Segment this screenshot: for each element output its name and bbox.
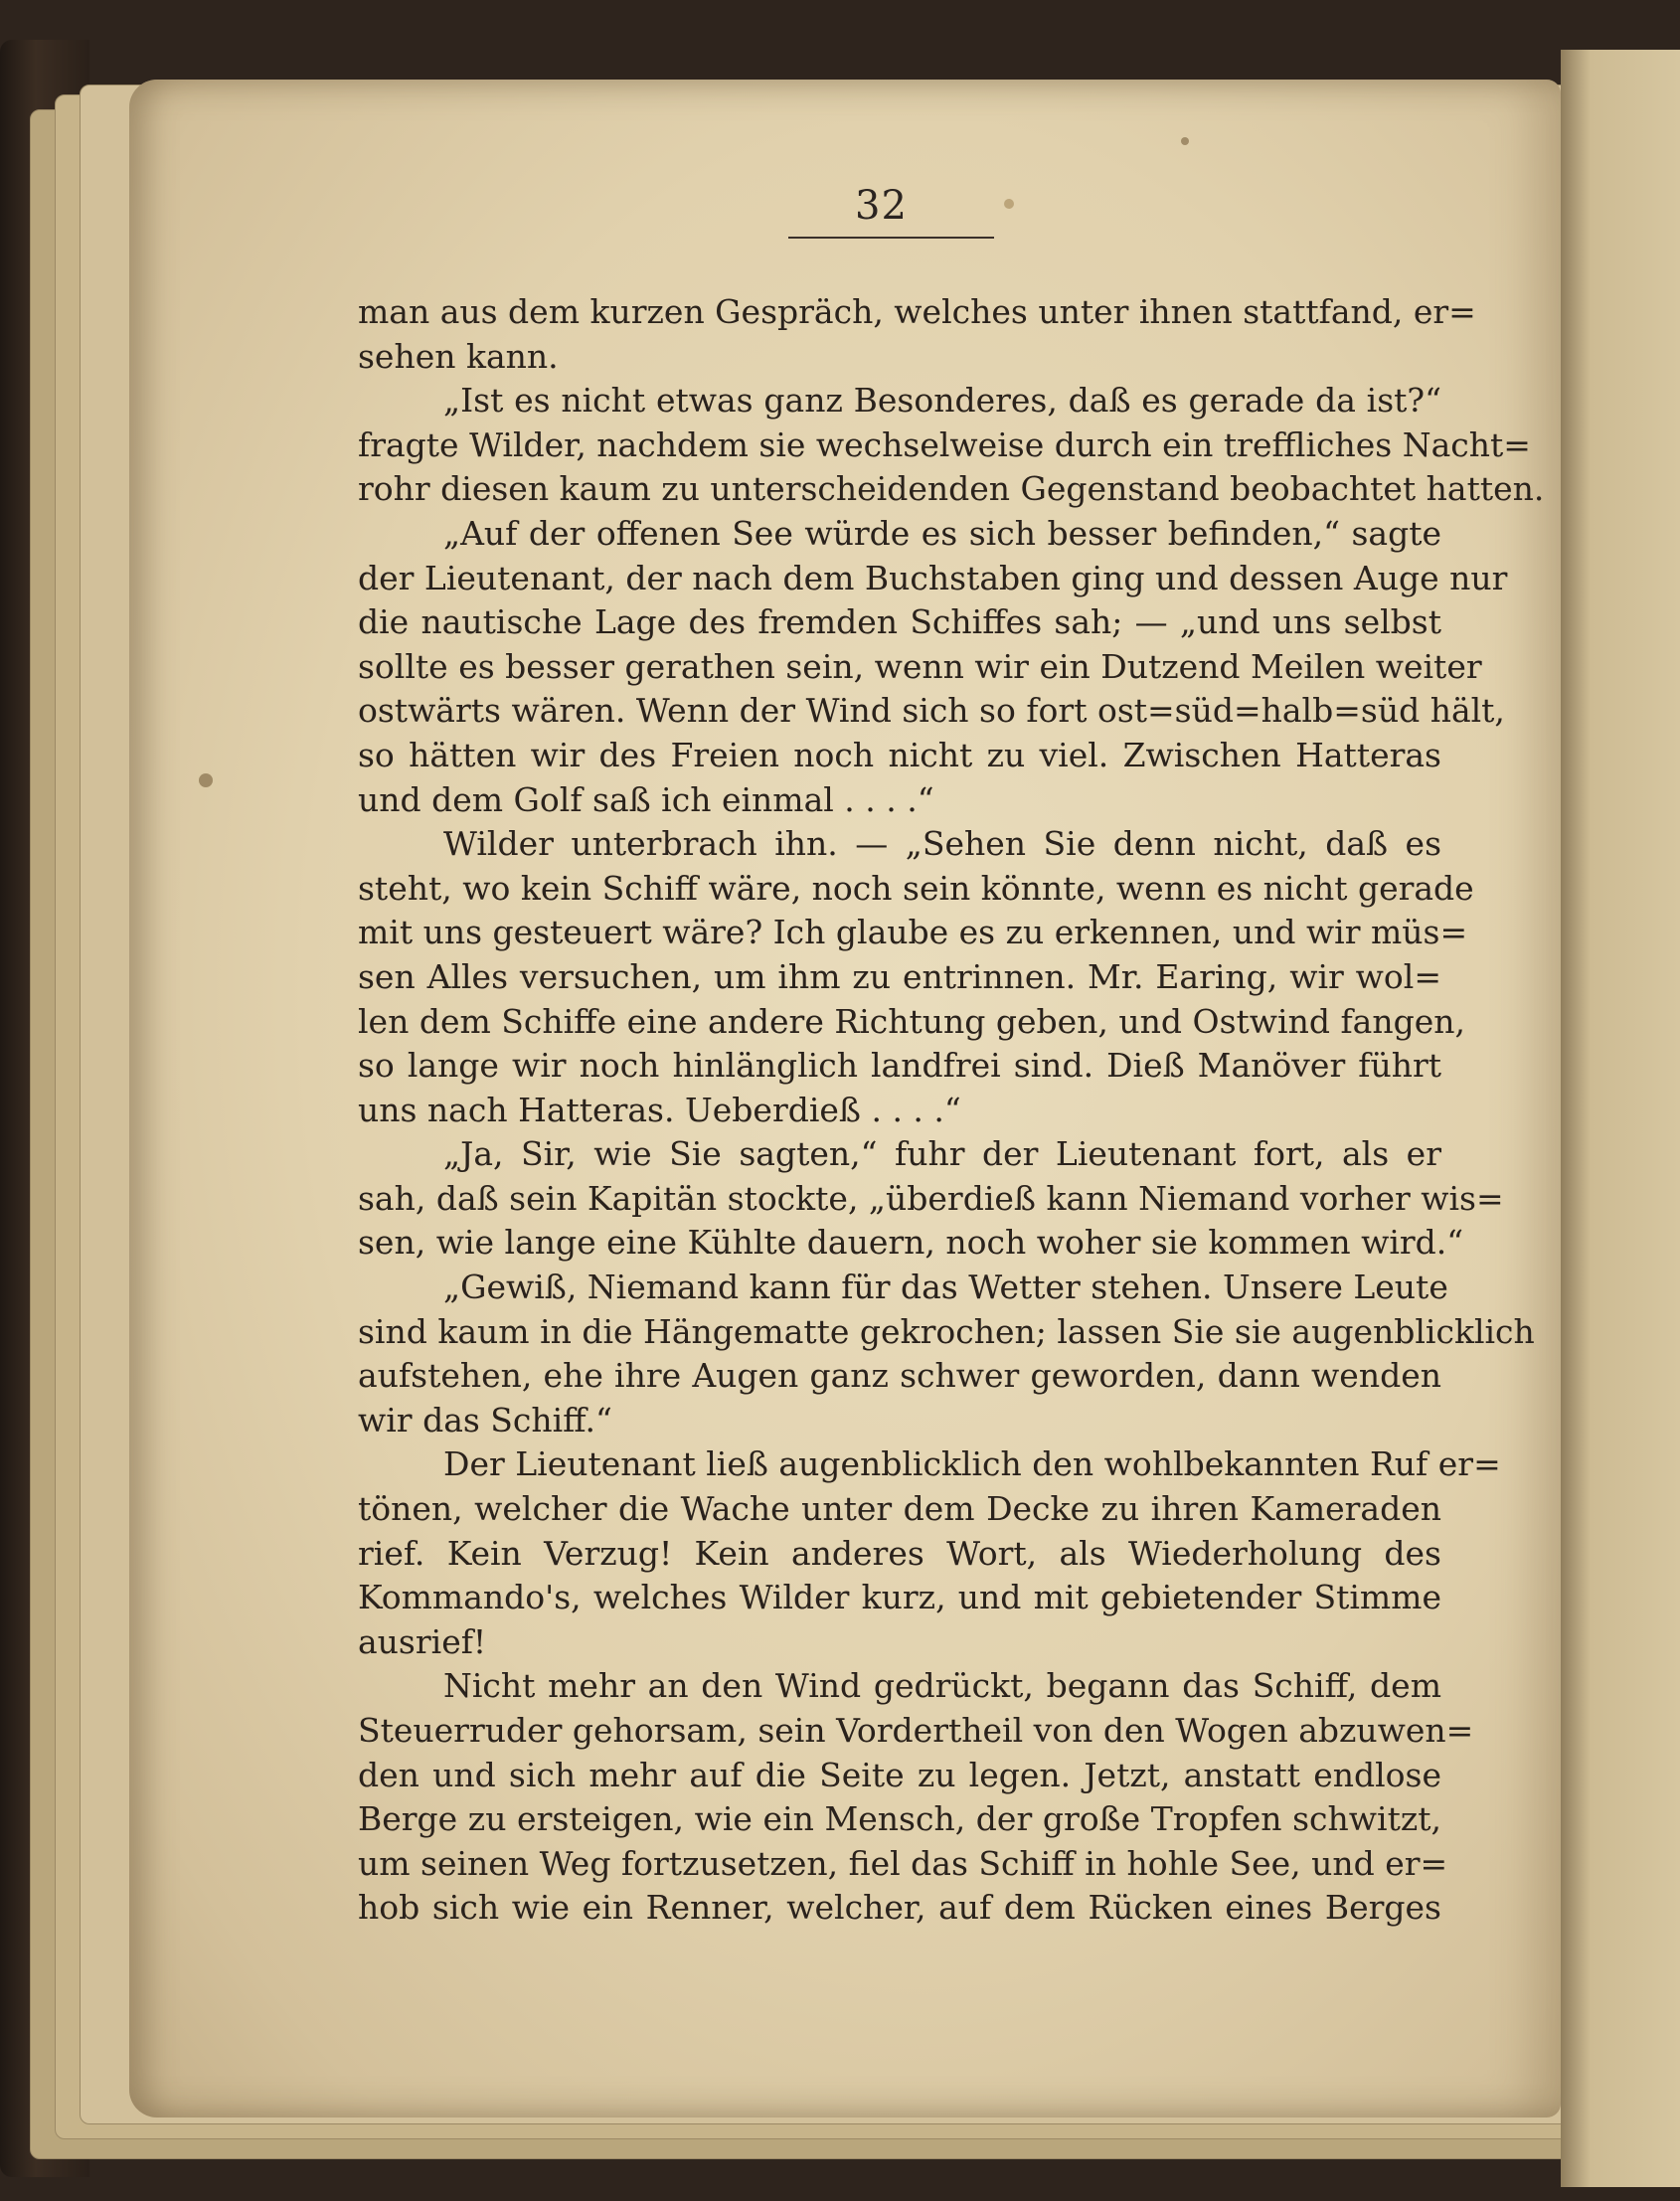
text-line: wir das Schiff.“ [358,1400,612,1439]
text-line: Steuerruder gehorsam, sein Vordertheil von den Wogen abzuwen= [358,1711,1474,1750]
body-text [358,290,1545,1931]
text-line: „Ist es nicht etwas ganz Besonderes, daß es gerade da ist?“ [443,381,1441,421]
page-number: 32 [855,183,908,229]
text-line: Kommando's, welches Wilder kurz, und mit gebietender Stimme [358,1578,1441,1617]
text-line: rief. Kein Verzug! Kein anderes Wort, als Wiederholung des [358,1533,1441,1573]
text-line: Berge zu ersteigen, wie ein Mensch, der große Tropfen schwitzt, [358,1799,1441,1839]
text-line: sind kaum in die Hängematte gekrochen; lassen Sie sie augenblicklich [358,1311,1535,1351]
text-line: Wilder unterbrach ihn. — „Sehen Sie denn nicht, daß es [443,824,1441,864]
text-line: Der Lieutenant ließ augenblicklich den wohlbekannten Ruf er= [443,1444,1501,1484]
text-line: mit uns gesteuert wäre? Ich glaube es zu erkennen, und wir müs= [358,913,1468,952]
text-line: rohr diesen kaum zu unterscheidenden Gegenstand beobachtet hatten. [358,469,1545,509]
text-line: so lange wir noch hinlänglich landfrei sind. Dieß Manöver führt [358,1046,1441,1086]
text-line: uns nach Hatteras. Ueberdieß . . . .“ [358,1090,961,1129]
text-line: und dem Golf saß ich einmal . . . .“ [358,779,934,819]
text-line: um seinen Weg fortzusetzen, fiel das Schiff in hohle See, und er= [358,1843,1448,1883]
ink-spot [1004,199,1014,209]
text-line: sah, daß sein Kapitän stockte, „überdieß kann Niemand vorher wis= [358,1178,1504,1218]
ink-spot [199,773,213,787]
ink-spot [1181,137,1189,145]
text-line: „Gewiß, Niemand kann für das Wetter stehen. Unsere Leute [443,1268,1448,1307]
text-line: tönen, welcher die Wache unter dem Decke zu ihren Kameraden [358,1489,1441,1529]
text-line: „Ja, Sir, wie Sie sagten,“ fuhr der Lieutenant fort, als er [443,1134,1441,1174]
text-line: „Auf der offenen See würde es sich besser befinden,“ sagte [443,513,1441,553]
text-line: len dem Schiffe eine andere Richtung geben, und Ostwind fangen, [358,1001,1465,1041]
text-line: hob sich wie ein Renner, welcher, auf dem Rücken eines Berges [358,1888,1441,1928]
text-line: der Lieutenant, der nach dem Buchstaben ging und dessen Auge nur [358,558,1508,597]
text-line: aufstehen, ehe ihre Augen ganz schwer geworden, dann wenden [358,1356,1441,1396]
text-line: ostwärts wären. Wenn der Wind sich so fort ost=süd=halb=süd hält, [358,691,1505,731]
text-line: Nicht mehr an den Wind gedrückt, begann das Schiff, dem [443,1666,1441,1706]
text-line: man aus dem kurzen Gespräch, welches unter ihnen stattfand, er= [358,292,1476,331]
text-line: ausrief! [358,1621,487,1661]
text-line: sollte es besser gerathen sein, wenn wir ein Dutzend Meilen weiter [358,646,1482,686]
text-line: die nautische Lage des fremden Schiffes sah; — „und uns selbst [358,602,1441,642]
text-line: sen, wie lange eine Kühlte dauern, noch woher sie kommen wird.“ [358,1223,1464,1263]
text-line: sen Alles versuchen, um ihm zu entrinnen. Mr. Earing, wir wol= [358,956,1441,996]
text-line: sehen kann. [358,336,559,376]
text-line: steht, wo kein Schiff wäre, noch sein könnte, wenn es nicht gerade [358,868,1474,908]
facing-page [1561,50,1680,2187]
text-line: den und sich mehr auf die Seite zu legen. Jetzt, anstatt endlose [358,1755,1441,1794]
page-number-rule [788,237,994,239]
text-line: fragte Wilder, nachdem sie wechselweise durch ein treffliches Nacht= [358,424,1531,464]
text-line: so hätten wir des Freien noch nicht zu viel. Zwischen Hatteras [358,735,1441,774]
